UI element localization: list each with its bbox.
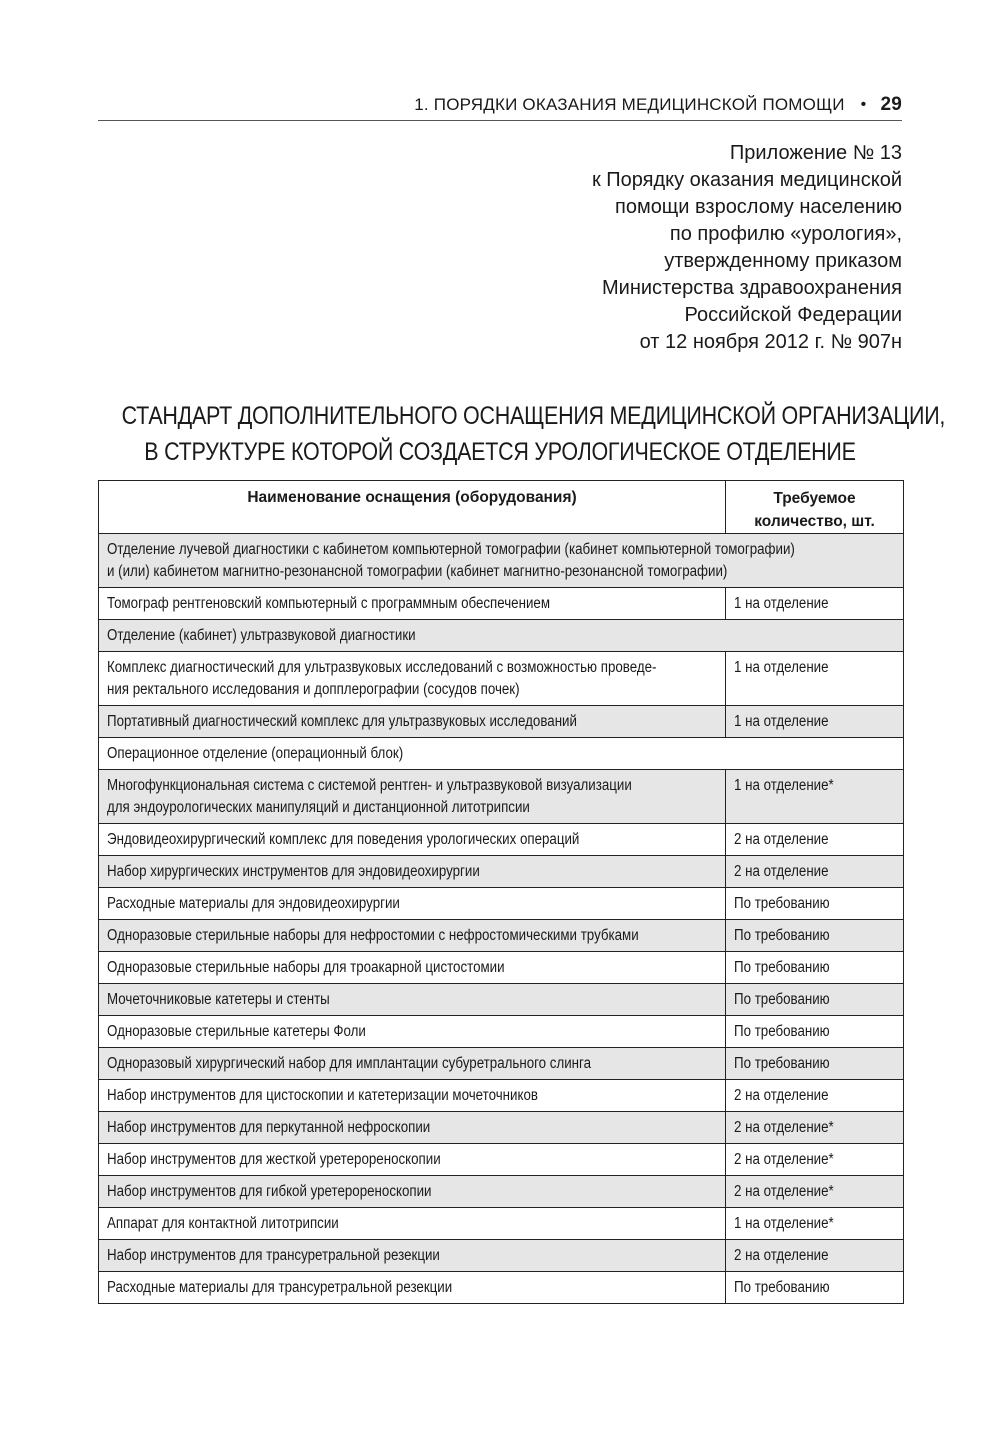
quantity-cell [726,1112,904,1144]
header-qty-cell [726,481,904,534]
section-row [99,620,904,652]
cell-text-line: Набор инструментов для гибкой уретерореноскопии [107,1183,432,1200]
equipment-name-cell [99,952,726,984]
table-row [99,1112,904,1144]
equipment-name-cell [99,588,726,620]
quantity-text: 1 на отделение [734,659,829,676]
quantity-text: 2 на отделение [734,831,829,848]
quantity-text: 2 на отделение* [734,1183,834,1200]
section-title-cell [99,534,904,588]
quantity-cell [726,1144,904,1176]
cell-text-line: Набор инструментов для жесткой уретерореноскопии [107,1151,441,1168]
equipment-name-cell [99,1080,726,1112]
section-title-cell [99,620,904,652]
quantity-cell [726,824,904,856]
cell-text-line: Одноразовые стерильные наборы для троакарной цистостомии [107,959,505,976]
equipment-name-cell [99,1144,726,1176]
quantity-text: 2 на отделение [734,1087,829,1104]
equipment-name-cell [99,984,726,1016]
quantity-cell [726,1240,904,1272]
quantity-cell [726,920,904,952]
quantity-text: По требованию [734,991,830,1008]
quantity-cell [726,1176,904,1208]
cell-text-line: Одноразовый хирургический набор для имплантации субуретрального слинга [107,1055,592,1072]
running-head [98,90,902,121]
cell-text-line: Эндовидеохирургический комплекс для поведения урологических операций [107,831,580,848]
quantity-text: По требованию [734,1279,830,1296]
section-row [99,534,904,588]
table-row [99,1208,904,1240]
bullet-separator: • [860,96,867,113]
cell-text-line: Отделение (кабинет) ультразвуковой диагностики [107,627,416,644]
header-qty-line-1: Требуемое [773,490,856,507]
cell-text-line: Одноразовые стерильные катетеры Фоли [107,1023,366,1040]
quantity-text: 1 на отделение [734,713,829,730]
table-row [99,1240,904,1272]
cell-text-line: Комплекс диагностический для ультразвуковых исследований с возможностью проведе- [107,659,657,676]
table-header-row [99,481,904,534]
quantity-cell [726,1080,904,1112]
quantity-cell [726,652,904,706]
page-number: 29 [880,94,902,115]
equipment-name-cell [99,1272,726,1304]
quantity-cell [726,1048,904,1080]
section-title-cell [99,738,904,770]
quantity-text: По требованию [734,895,830,912]
table-row [99,920,904,952]
cell-text-line: Операционное отделение (операционный блок) [107,745,404,762]
equipment-name-cell [99,706,726,738]
cell-text-line: Многофункциональная система с системой рентген- и ультразвуковой визуализации [107,777,632,794]
quantity-text: 2 на отделение* [734,1151,834,1168]
appendix-line: от 12 ноября 2012 г. № 907н [639,331,902,353]
equipment-name-cell [99,856,726,888]
header-name-cell: Наименование оснащения (оборудования) [99,481,726,534]
table-row [99,984,904,1016]
table-row [99,1176,904,1208]
quantity-text: По требованию [734,1023,830,1040]
quantity-text: По требованию [734,959,830,976]
cell-text-line: и (или) кабинетом магнитно-резонансной томографии (кабинет магнитно-резонансной томографии) [107,563,728,580]
quantity-cell [726,1272,904,1304]
cell-text-line: Набор хирургических инструментов для эндовидеохирургии [107,863,480,880]
table-row [99,706,904,738]
table-row [99,1144,904,1176]
quantity-cell [726,856,904,888]
quantity-text: 1 на отделение* [734,1215,834,1232]
appendix-line: Российской Федерации [684,304,902,326]
quantity-cell [726,706,904,738]
equipment-name-cell [99,1112,726,1144]
appendix-line: Приложение № 13 [729,142,902,164]
equipment-table [98,480,904,1304]
table-row [99,1272,904,1304]
quantity-cell [726,588,904,620]
quantity-text: По требованию [734,927,830,944]
cell-text-line: для эндоурологических манипуляций и дистанционной литотрипсии [107,799,530,816]
quantity-cell [726,888,904,920]
document-title [121,398,946,470]
cell-text-line: Отделение лучевой диагностики с кабинетом компьютерной томографии (кабинет компьютерной томографии) [107,541,795,558]
table-row [99,652,904,706]
quantity-text: 1 на отделение* [734,777,834,794]
cell-text-line: ния ректального исследования и допплерографии (сосудов почек) [107,681,520,698]
quantity-cell [726,1208,904,1240]
appendix-line: Министерства здравоохранения [602,277,902,299]
equipment-name-cell [99,1048,726,1080]
quantity-text: По требованию [734,1055,830,1072]
equipment-name-cell [99,1240,726,1272]
cell-text-line: Томограф рентгеновский компьютерный с программным обеспечением [107,595,550,612]
equipment-name-cell [99,920,726,952]
table-row [99,588,904,620]
table-body [99,534,904,1304]
cell-text-line: Портативный диагностический комплекс для ультразвуковых исследований [107,713,577,730]
cell-text-line: Мочеточниковые катетеры и стенты [107,991,330,1008]
cell-text-line: Аппарат для контактной литотрипсии [107,1215,339,1232]
cell-text-line: Расходные материалы для трансуретральной резекции [107,1279,453,1296]
table-row [99,952,904,984]
quantity-cell [726,770,904,824]
quantity-cell [726,1016,904,1048]
equipment-name-cell [99,770,726,824]
quantity-cell [726,984,904,1016]
appendix-line: утвержденному приказом [664,250,902,272]
table-row [99,1048,904,1080]
table-row [99,888,904,920]
cell-text-line: Набор инструментов для цистоскопии и катетеризации мочеточников [107,1087,538,1104]
appendix-line: по профилю «урология», [669,223,902,245]
table-row [99,770,904,824]
table-row [99,1080,904,1112]
equipment-name-cell [99,1016,726,1048]
equipment-name-cell [99,1208,726,1240]
cell-text-line: Расходные материалы для эндовидеохирургии [107,895,400,912]
appendix-reference [402,140,902,356]
equipment-name-cell [99,1176,726,1208]
table-row [99,856,904,888]
equipment-name-cell [99,888,726,920]
quantity-text: 1 на отделение [734,595,829,612]
header-qty-line-2: количество, шт. [754,513,875,530]
cell-text-line: Одноразовые стерильные наборы для нефростомии с нефростомическими трубками [107,927,639,944]
table-row [99,824,904,856]
cell-text-line: Набор инструментов для трансуретральной резекции [107,1247,440,1264]
appendix-line: к Порядку оказания медицинской [591,169,902,191]
section-row [99,738,904,770]
section-title: 1. ПОРЯДКИ ОКАЗАНИЯ МЕДИЦИНСКОЙ ПОМОЩИ [414,95,845,114]
equipment-name-cell [99,652,726,706]
equipment-name-cell [99,824,726,856]
title-line-2: В СТРУКТУРЕ КОТОРОЙ СОЗДАЕТСЯ УРОЛОГИЧЕСКОЕ ОТДЕЛЕНИЕ [144,438,856,466]
quantity-cell [726,952,904,984]
quantity-text: 2 на отделение [734,863,829,880]
cell-text-line: Набор инструментов для перкутанной нефроскопии [107,1119,431,1136]
quantity-text: 2 на отделение* [734,1119,834,1136]
title-line-1: СТАНДАРТ ДОПОЛНИТЕЛЬНОГО ОСНАЩЕНИЯ МЕДИЦИНСКОЙ ОРГАНИЗАЦИИ, [121,402,946,430]
table-row [99,1016,904,1048]
quantity-text: 2 на отделение [734,1247,829,1264]
appendix-line: помощи взрослому населению [614,196,902,218]
